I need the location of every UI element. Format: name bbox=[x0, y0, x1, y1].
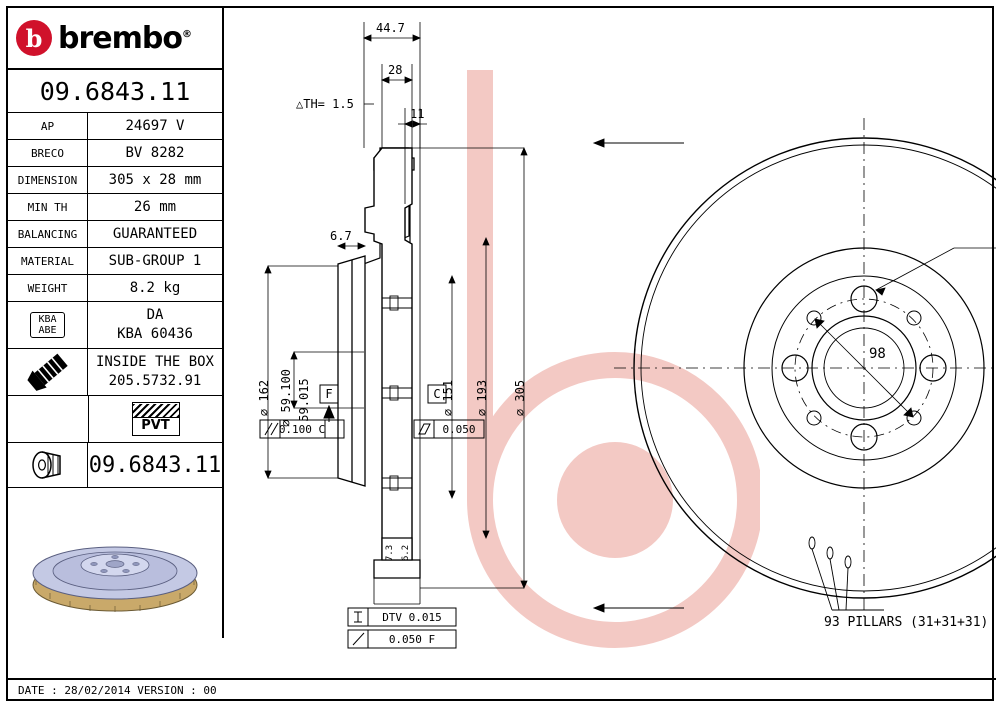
spec-value: GUARANTEED bbox=[112, 226, 198, 242]
spec-key: DIMENSION bbox=[8, 167, 88, 193]
dim-162: ⌀ 162 bbox=[257, 379, 271, 417]
tol-dtv: DTV 0.015 bbox=[382, 611, 442, 624]
part-code: 09.6843.11 bbox=[8, 70, 222, 113]
dim-th: △TH= 1.5 bbox=[296, 97, 354, 111]
spec-key: BRECO bbox=[8, 140, 88, 166]
spec-value: BV 8282 bbox=[125, 145, 185, 161]
dim-59-100: ⌀ 59.100 bbox=[279, 369, 293, 427]
spec-key: WEIGHT bbox=[8, 275, 88, 301]
inside-box-line2: 205.5732.91 bbox=[108, 373, 202, 389]
spec-row-weight bbox=[8, 275, 222, 302]
pvt-label: PVT bbox=[141, 418, 170, 433]
datum-c: C bbox=[433, 387, 441, 401]
inside-box-line1: INSIDE THE BOX bbox=[95, 354, 214, 370]
kba-abe-badge bbox=[8, 302, 88, 348]
spec-key: MIN TH bbox=[8, 194, 88, 220]
spec-row-inside-box bbox=[8, 349, 222, 396]
dim-305: ⌀ 305 bbox=[513, 379, 527, 417]
spec-row-dimension bbox=[8, 167, 222, 194]
spec-key: MATERIAL bbox=[8, 248, 88, 274]
dim-vane-width: 11 bbox=[410, 107, 425, 121]
spec-value: 24697 V bbox=[125, 118, 185, 134]
disc-wheel-icon bbox=[8, 443, 88, 487]
spec-row-code-repeat bbox=[8, 443, 222, 488]
spec-value: 305 x 28 mm bbox=[108, 172, 202, 188]
kba-values bbox=[88, 302, 222, 348]
spec-row-balancing bbox=[8, 221, 222, 248]
footer-date: DATE : 28/02/2014 VERSION : 00 bbox=[8, 678, 996, 700]
dim-hat-width: 28 bbox=[388, 63, 403, 77]
kba-label: KBA bbox=[38, 314, 57, 325]
part-code-repeat: 09.6843.11 bbox=[88, 452, 222, 478]
spec-value: SUB-GROUP 1 bbox=[108, 253, 202, 269]
tol-flatness: 0.050 bbox=[442, 423, 476, 436]
pvt-hatch-icon bbox=[133, 404, 179, 418]
spec-value: 8.2 kg bbox=[129, 280, 181, 296]
spec-key: BALANCING bbox=[8, 221, 88, 247]
screw-icon bbox=[8, 349, 88, 395]
dim-small-b: 6.2 bbox=[401, 544, 411, 562]
spec-value: 26 mm bbox=[133, 199, 177, 215]
datum-f: F bbox=[325, 387, 333, 401]
spec-row-ap bbox=[8, 113, 222, 140]
spec-row-min-th bbox=[8, 194, 222, 221]
dim-overall-width: 44.7 bbox=[376, 21, 405, 35]
pvt-badge bbox=[132, 402, 180, 436]
disc-photo bbox=[8, 488, 222, 638]
spec-row-pvt bbox=[8, 396, 222, 443]
technical-drawing bbox=[224, 8, 996, 678]
spec-row-breco bbox=[8, 140, 222, 167]
spec-key: AP bbox=[8, 113, 88, 139]
dim-193: ⌀ 193 bbox=[475, 379, 489, 417]
tol-parallel: 0.100 C bbox=[278, 423, 326, 436]
kba-value-number: KBA 60436 bbox=[117, 326, 193, 342]
dim-small-a: 7.3 bbox=[385, 544, 395, 562]
tol-runout: 0.050 F bbox=[388, 633, 436, 646]
dim-151: ⌀ 151 bbox=[441, 379, 455, 417]
pvt-spacer bbox=[8, 396, 88, 442]
inside-box-values bbox=[88, 349, 222, 395]
spec-table bbox=[8, 8, 224, 638]
abe-label: ABE bbox=[38, 325, 57, 336]
kba-value-da: DA bbox=[146, 307, 164, 323]
spec-row-kba bbox=[8, 302, 222, 349]
dim-pcd: 98 bbox=[869, 346, 886, 362]
note-pillars: 93 PILLARS (31+31+31) bbox=[824, 615, 989, 630]
spec-row-material bbox=[8, 248, 222, 275]
pvt-cell bbox=[88, 396, 222, 442]
registered-mark: ® bbox=[181, 28, 191, 40]
brembo-logo-text: brembo® bbox=[58, 20, 191, 56]
dim-hat-offset: 6.7 bbox=[330, 229, 352, 243]
brembo-logo bbox=[8, 8, 222, 70]
brembo-logo-mark: b bbox=[16, 20, 52, 56]
dim-59-015: 59.015 bbox=[297, 378, 311, 422]
